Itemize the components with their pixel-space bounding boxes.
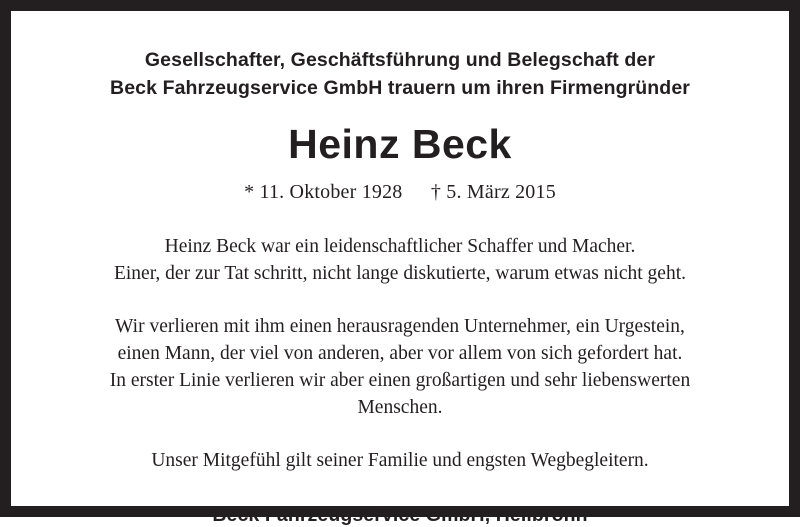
- death-date: † 5. März 2015: [430, 181, 556, 204]
- birth-date: * 11. Oktober 1928: [244, 181, 403, 204]
- deceased-name: Heinz Beck: [288, 121, 512, 168]
- intro-text: [110, 47, 690, 102]
- paragraph-2-line-4: Menschen.: [357, 397, 443, 418]
- paragraph-1-line-1: Heinz Beck war ein leidenschaftlicher Schaffer und Macher.: [164, 236, 636, 258]
- life-dates: [244, 181, 556, 204]
- signature-text: Beck Fahrzeugservice GmbH, Heilbronn: [212, 503, 588, 526]
- paragraph-2-line-2: einen Mann, der viel von anderen, aber vor allem von sich gefordert hat.: [117, 343, 683, 365]
- intro-line-2: Beck Fahrzeugservice GmbH trauern um ihren Firmengründer: [110, 76, 690, 99]
- paragraph-2-line-3: In erster Linie verlieren wir aber einen großartigen und sehr liebenswerten: [109, 370, 691, 392]
- paragraph-1-line-2: Einer, der zur Tat schritt, nicht lange diskutierte, warum etwas nicht geht.: [113, 263, 686, 285]
- intro-line-1: Gesellschafter, Geschäftsführung und Belegschaft der: [144, 49, 656, 71]
- closing-text: Unser Mitgefühl gilt seiner Familie und engsten Wegbegleitern.: [151, 449, 649, 471]
- tribute-text: [110, 234, 690, 421]
- paragraph-2-line-1: Wir verlieren mit ihm einen herausragenden Unternehmer, ein Urgestein,: [115, 316, 685, 338]
